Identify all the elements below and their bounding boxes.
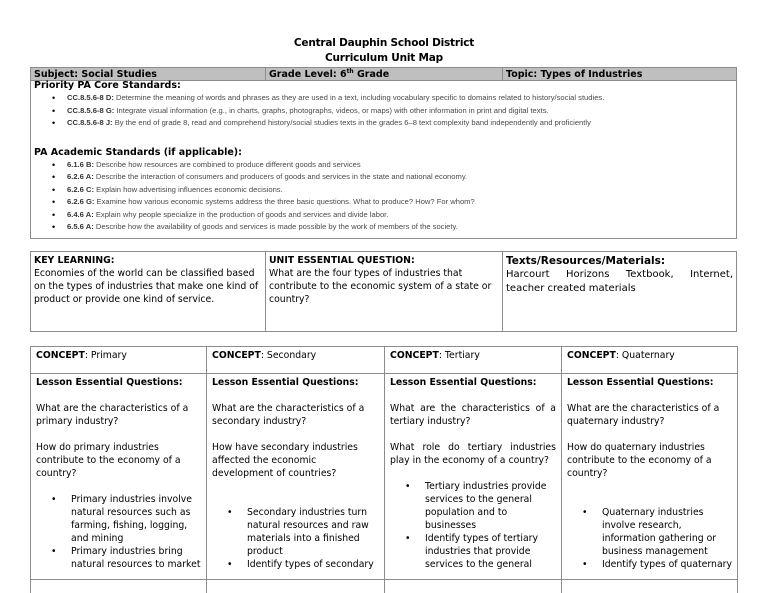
- grade-level-cell: Grade Level: 6th Grade: [266, 68, 503, 80]
- academic-standard-item: • 6.2.6 A: Describe the interaction of consumers and producers of goods and services in the state and national economy.: [52, 171, 736, 184]
- core-standards-list: [31, 92, 736, 130]
- district-name: Central Dauphin School District: [293, 37, 475, 49]
- academic-standards-list: [31, 159, 736, 234]
- concept-heading: CONCEPT: Primary: [31, 347, 206, 374]
- academic-standard-item: • 6.2.6 G: Examine how various economic systems address the three basic questions. What to produce? How? For whom?: [52, 196, 736, 209]
- concept-heading: CONCEPT: Quaternary: [562, 347, 737, 374]
- unit-header-row: [30, 67, 737, 81]
- core-standard-item: • CC.8.5.6-8 G: Integrate visual information (e.g., in charts, graphs, photographs, videos, or maps) with other information in print and digital texts.: [52, 105, 736, 118]
- concept-bullets: • Quaternary industries involve research, information gathering or business management • Identify types of quaternary: [567, 506, 732, 571]
- academic-standard-item: • 6.2.6 C: Explain how advertising influences economic decisions.: [52, 184, 736, 197]
- concept-body: Lesson Essential Questions: What are the characteristics of a primary industry? How do primary industries contribute to the economy of a country? • Primary industries involve natural resources such as farming, fishing, logging, and mining • Primary industries bring natural resources to market: [31, 374, 206, 580]
- topic-cell: Topic: Types of Industries: [506, 69, 643, 80]
- academic-standard-item: • 6.1.6 B: Describe how resources are combined to produce different goods and services: [52, 159, 736, 172]
- concept-heading: CONCEPT: Tertiary: [385, 347, 561, 374]
- concept-column-quaternary: [562, 347, 737, 593]
- unit-essential-question-cell: UNIT ESSENTIAL QUESTION: What are the four types of industries that contribute to the economic system of a state or country?: [266, 252, 503, 331]
- core-standard-item: • CC.8.5.6-8 J: By the end of grade 8, read and comprehend history/social studies texts in the grades 6–8 text complexity band independently and proficiently: [52, 117, 736, 130]
- concept-column-primary: [31, 347, 207, 593]
- subject-cell: Subject: Social Studies: [31, 68, 266, 80]
- concept-bullets: • Secondary industries turn natural resources and raw materials into a finished product • Identify types of secondary: [212, 506, 379, 571]
- resources-cell: Texts/Resources/Materials: Harcourt Horizons Textbook, Internet, teacher created materials: [506, 255, 733, 294]
- concept-heading: CONCEPT: Secondary: [207, 347, 384, 374]
- standards-section: [30, 80, 737, 239]
- academic-standard-item: • 6.4.6 A: Explain why people specialize in the production of goods and services and divide labor.: [52, 209, 736, 222]
- key-learning-row: [30, 251, 737, 332]
- core-standards-title: Priority PA Core Standards:: [34, 80, 181, 91]
- concept-column-tertiary: [385, 347, 562, 593]
- concept-body: Lesson Essential Questions: What are the characteristics of a quaternary industry? How do quaternary industries contribute to the economy of a country? • Quaternary industries involve research, information gathering or business management • Identify types of quaternary: [562, 374, 737, 580]
- document-title: Curriculum Unit Map: [324, 52, 444, 64]
- core-standard-item: • CC.8.5.6-8 D: Determine the meaning of words and phrases as they are used in a text, including vocabulary specific to domains related to history/social studies.: [52, 92, 736, 105]
- concept-bullets: • Tertiary industries provide services to the general population and to businesses • Identify types of tertiary industries that provide services to the general: [390, 480, 556, 571]
- academic-standard-item: • 6.5.6 A: Describe how the availability of goods and services is made possible by the work of members of the society.: [52, 221, 736, 234]
- key-learning-cell: KEY LEARNING: Economies of the world can be classified based on the types of industries that make one kind of product or provide one kind of service.: [31, 252, 266, 331]
- concept-body: Lesson Essential Questions: What are the characteristics of a secondary industry? How have secondary industries affected the economic development of countries? • Secondary industries turn natural resources and raw materials into a finished product • Identify types of secondary: [207, 374, 384, 580]
- concept-body: Lesson Essential Questions: What are the characteristics of a tertiary industry? What role do tertiary industries play in the economy of a country? • Tertiary industries provide services to the general population and to businesses • Identify types of tertiary industries that provide services to the general: [385, 374, 561, 580]
- academic-standards-title: PA Academic Standards (if applicable):: [34, 146, 242, 158]
- concepts-table: [30, 346, 738, 593]
- concept-column-secondary: [207, 347, 385, 593]
- concept-bullets: • Primary industries involve natural resources such as farming, fishing, logging, and mining • Primary industries bring natural resources to market: [36, 493, 201, 571]
